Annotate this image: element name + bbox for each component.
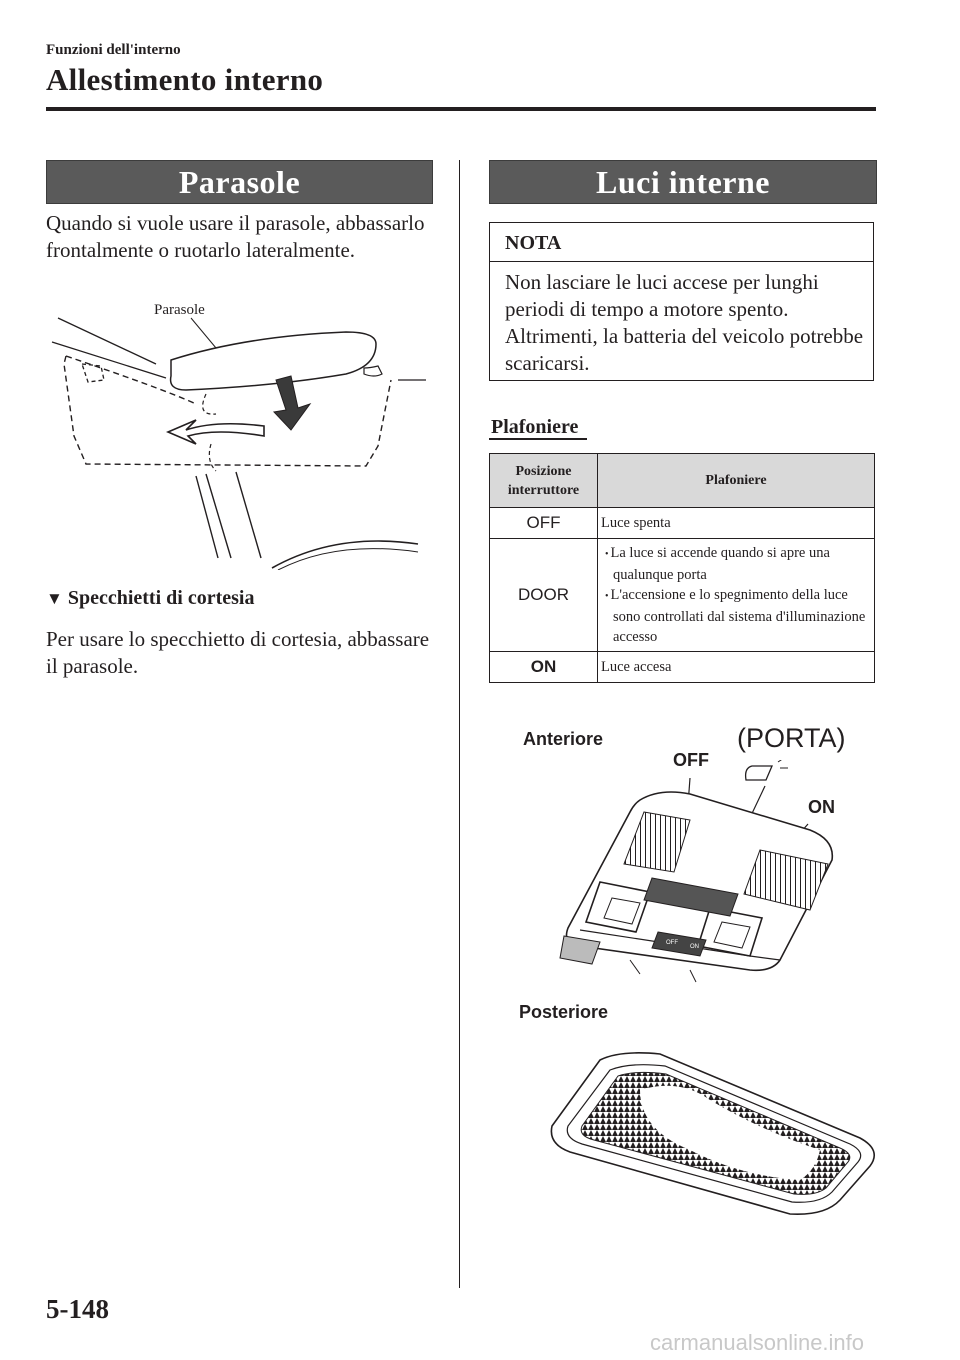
off-description: Luce spenta — [598, 508, 875, 539]
door-bullet: • L'accensione e lo spegnimento della luce sono controllati dal sistema d'illuminazione accesso — [601, 585, 873, 647]
table-row — [490, 539, 875, 652]
table-header-row — [490, 454, 875, 508]
column-divider — [459, 160, 460, 1288]
switch-table — [489, 453, 875, 683]
front-label: Anteriore — [523, 729, 604, 749]
off-label: OFF — [673, 750, 709, 770]
rear-label: Posteriore — [519, 1002, 609, 1022]
door-light-icon — [746, 760, 788, 780]
parasole-paragraph: Quando si vuole usare il parasole, abbassarlo frontalmente o ruotarlo lateralmente. — [46, 211, 425, 262]
mirror-subheading — [46, 587, 254, 610]
sun-visor-illustration — [46, 296, 436, 570]
note-text: Non lasciare le luci accese per lunghi periodi di tempo a motore spento. Altrimenti, la batteria del veicolo potrebbe scaricarsi. — [505, 270, 864, 375]
rear-dome-light-illustration — [540, 1040, 880, 1230]
door-bullet: • La luce si accende quando si apre una qualunque porta — [601, 543, 873, 585]
visor-callout-label: Parasole — [154, 302, 205, 318]
table-header-lights: Plafoniere — [598, 454, 875, 508]
page-title: Allestimento interno — [46, 62, 324, 97]
plafoniere-heading: Plafoniere — [491, 416, 579, 438]
watermark: carmanualsonline.info — [650, 1330, 865, 1355]
mirror-subheading-text: Specchietti di cortesia — [67, 587, 255, 609]
luci-interne-heading: Luci interne — [489, 160, 877, 204]
panel-on-text: ON — [690, 944, 699, 950]
page-number: 5-148 — [46, 1294, 109, 1324]
panel-off-text: OFF — [666, 940, 678, 946]
on-description: Luce accesa — [598, 652, 875, 683]
mirror-paragraph: Per usare lo specchietto di cortesia, abbassare il parasole. — [46, 627, 430, 678]
switch-off-cell: OFF — [490, 508, 598, 539]
switch-on-cell: ON — [490, 652, 598, 683]
plafoniere-underline — [489, 438, 587, 440]
porta-label: (PORTA) — [737, 723, 846, 753]
note-title: NOTA — [490, 223, 873, 262]
triangle-marker-icon: ▼ — [46, 589, 63, 608]
table-header-switch: Posizione interruttore — [490, 454, 598, 508]
note-box — [489, 222, 874, 381]
parasole-heading: Parasole — [46, 160, 433, 204]
table-row — [490, 652, 875, 683]
table-row — [490, 508, 875, 539]
front-dome-light-illustration — [540, 760, 880, 1000]
header-rule — [46, 107, 876, 111]
switch-door-cell: DOOR — [490, 539, 598, 652]
door-description — [598, 539, 875, 652]
section-label: Funzioni dell'interno — [46, 42, 181, 58]
on-label: ON — [808, 797, 835, 817]
